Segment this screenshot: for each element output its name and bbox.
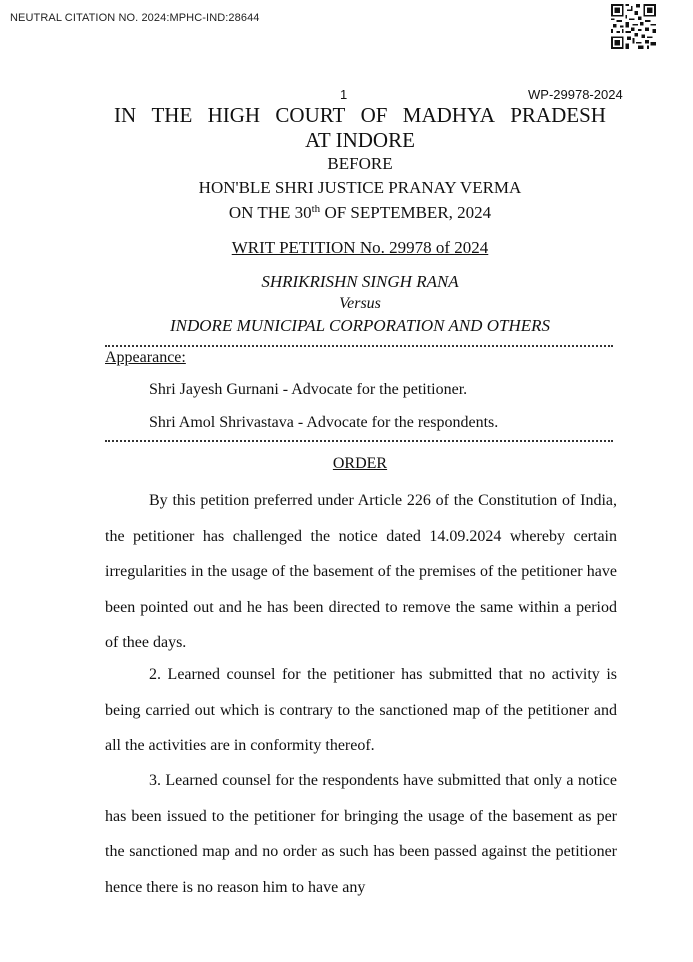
- court-bench: AT INDORE: [305, 128, 415, 152]
- order-date: [0, 203, 693, 223]
- before-label: BEFORE: [327, 154, 393, 173]
- court-word: THE: [151, 103, 193, 127]
- order-paragraph: 3. Learned counsel for the respondents have submitted that only a notice has been issued to the petitioner for bringing the usage of the basement as per the sanctioned map and no order as such has been passed against the petitioner hence there is no reason him to have any: [105, 772, 617, 896]
- court-word: IN: [114, 103, 137, 127]
- appearance-label: Appearance:: [105, 349, 186, 366]
- date-suffix: OF SEPTEMBER, 2024: [320, 203, 492, 222]
- neutral-citation: NEUTRAL CITATION NO. 2024:MPHC-IND:28644: [10, 12, 260, 24]
- petition-number: WRIT PETITION No. 29978 of 2024: [231, 238, 489, 257]
- date-prefix: ON THE 30: [228, 203, 312, 222]
- court-name-line: [114, 103, 606, 128]
- date-ordinal: th: [311, 203, 321, 215]
- petitioner-name: SHRIKRISHN SINGH RANA: [261, 272, 459, 291]
- court-word: OF: [360, 103, 388, 127]
- order-title: ORDER: [332, 455, 388, 472]
- dotted-divider: [105, 345, 613, 347]
- case-reference: WP-29978-2024: [528, 87, 623, 102]
- respondent-advocate: Shri Amol Shrivastava - Advocate for the respondents.: [149, 414, 499, 431]
- court-word: COURT: [275, 103, 346, 127]
- respondent-name: INDORE MUNICIPAL CORPORATION AND OTHERS: [170, 316, 550, 335]
- page-number: 1: [340, 87, 348, 102]
- court-word: PRADESH: [510, 103, 606, 127]
- judge-name: HON'BLE SHRI JUSTICE PRANAY VERMA: [198, 178, 522, 197]
- dotted-divider: [105, 440, 613, 442]
- court-word: MADHYA: [402, 103, 495, 127]
- versus-label: Versus: [339, 295, 381, 312]
- court-word: HIGH: [207, 103, 261, 127]
- order-paragraph: By this petition preferred under Article 226 of the Constitution of India, the petitioner has challenged the notice dated 14.09.2024 whereby certain irregularities in the usage of the basement of the premises of the petitioner have been pointed out and he has been directed to remove the same within a period of thee days.: [105, 492, 617, 651]
- petitioner-advocate: Shri Jayesh Gurnani - Advocate for the petitioner.: [149, 381, 468, 398]
- order-paragraph: 2. Learned counsel for the petitioner has submitted that no activity is being carried out which is contrary to the sanctioned map of the petitioner and all the activities are in conformity thereof.: [105, 666, 617, 754]
- qr-code-icon: [611, 4, 656, 49]
